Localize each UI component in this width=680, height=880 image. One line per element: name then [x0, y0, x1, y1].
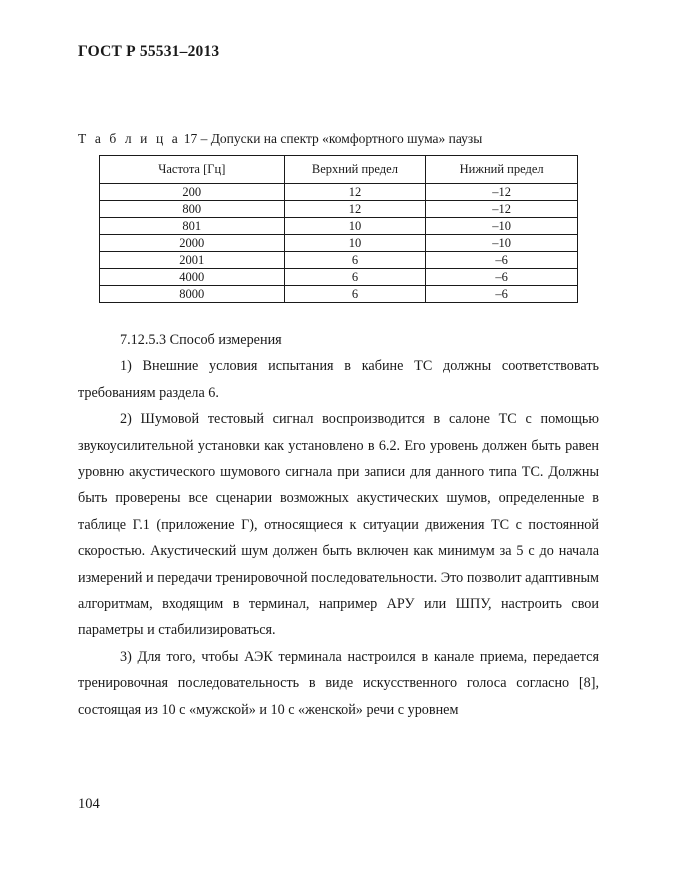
cell-upper-limit: 10 [284, 235, 426, 252]
table-row [100, 286, 578, 303]
cell-lower-limit: –12 [426, 201, 578, 218]
table-caption-number: 17 [183, 131, 198, 146]
column-header-upper-limit: Верхний предел [284, 156, 426, 184]
cell-upper-limit: 6 [284, 252, 426, 269]
cell-upper-limit: 6 [284, 286, 426, 303]
cell-frequency: 2000 [100, 235, 285, 252]
table-row [100, 235, 578, 252]
cell-lower-limit: –6 [426, 286, 578, 303]
cell-upper-limit: 12 [284, 201, 426, 218]
section-heading: 7.12.5.3 Способ измерения [120, 332, 282, 348]
cell-lower-limit: –10 [426, 218, 578, 235]
paragraph-2: 2) Шумовой тестовый сигнал воспроизводится в салоне ТС с помощью звукоусилительной установки как установлено в 6.2. Его уровень должен быть равен уровню акустического шумового сигнала при записи для данного типа ТС. Должны быть проверены все сценарии возможных акустических шумов, определенные в таблице Г.1 (приложение Г), относящиеся к ситуации движения ТС с постоянной скоростью. Акустический шум должен быть включен как минимум за 5 с до начала измерений и передачи тренировочной последовательности. Это позволит адаптивным алгоритмам, входящим в терминал, например АРУ или ШПУ, настроить свои параметры и стабилизироваться. [78, 411, 599, 639]
paragraph-3: 3) Для того, чтобы АЭК терминала настроился в канале приема, передается тренировочная последовательность в виде искусственного голоса согласно [8], состоящая из 10 с «мужской» и 10 с «женской» речи с уровнем [78, 648, 599, 718]
table-caption-label: Т а б л и ц а [78, 131, 181, 146]
table-row [100, 184, 578, 201]
cell-upper-limit: 10 [284, 218, 426, 235]
table-row [100, 201, 578, 218]
table-row [100, 218, 578, 235]
table-caption-text: – Допуски на спектр «комфортного шума» паузы [197, 131, 483, 146]
cell-upper-limit: 6 [284, 269, 426, 286]
cell-frequency: 4000 [100, 269, 285, 286]
cell-lower-limit: –6 [426, 252, 578, 269]
cell-upper-limit: 12 [284, 184, 426, 201]
section-body [78, 327, 599, 723]
cell-frequency: 8000 [100, 286, 285, 303]
cell-lower-limit: –6 [426, 269, 578, 286]
cell-frequency: 800 [100, 201, 285, 218]
document-code-header: ГОСТ Р 55531–2013 [78, 43, 220, 60]
cell-lower-limit: –10 [426, 235, 578, 252]
cell-lower-limit: –12 [426, 184, 578, 201]
paragraph-1: 1) Внешние условия испытания в кабине ТС должны соответствовать требованиям раздела 6. [78, 358, 599, 401]
table-row [100, 269, 578, 286]
page-number: 104 [78, 796, 100, 812]
table-caption [78, 131, 482, 147]
table-row [100, 252, 578, 269]
table-header-row [100, 156, 578, 184]
column-header-frequency: Частота [Гц] [100, 156, 285, 184]
cell-frequency: 200 [100, 184, 285, 201]
cell-frequency: 2001 [100, 252, 285, 269]
column-header-lower-limit: Нижний предел [426, 156, 578, 184]
tolerance-table [99, 155, 578, 303]
cell-frequency: 801 [100, 218, 285, 235]
